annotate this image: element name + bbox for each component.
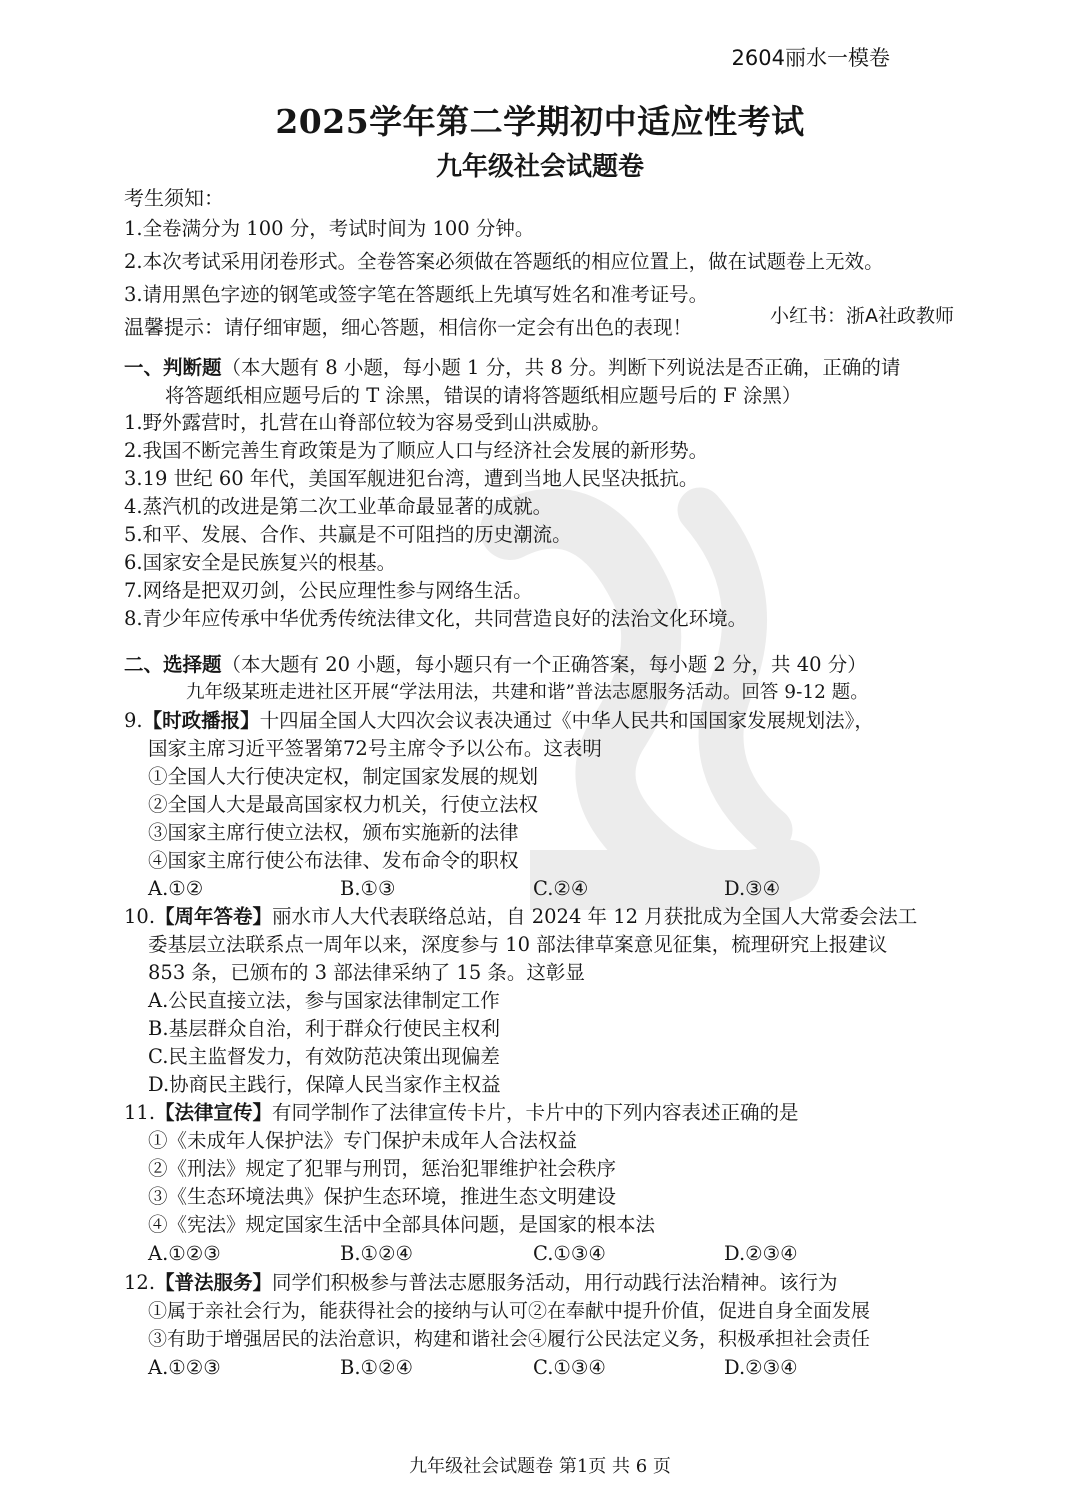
q12-stem-line — [124, 1269, 838, 1297]
q12-items-line1: ①属于亲社会行为，能获得社会的接纳与认可②在奉献中提升价值，促进自身全面发展 — [148, 1300, 871, 1322]
q11-option-a: A.①②③ — [148, 1242, 221, 1265]
q10-stem-line1 — [124, 903, 917, 931]
judge-item-1: 1.野外露营时，扎营在山脊部位较为容易受到山洪威胁。 — [124, 411, 611, 434]
q12-items-line2: ③有助于增强居民的法治意识，构建和谐社会④履行公民法定义务，积极承担社会责任 — [148, 1328, 871, 1350]
q12-number: 12. — [124, 1271, 156, 1294]
section1-heading: 一、判断题 — [124, 356, 222, 379]
q12-tag: 【普法服务】 — [155, 1271, 273, 1294]
section2-heading: 二、选择题 — [124, 653, 222, 676]
section2-intro: 九年级某班走进社区开展“学法用法，共建和谐”普法志愿服务活动。回答 9-12 题。 — [186, 682, 869, 703]
notice-item-3: 3.请用黑色字迹的钢笔或签字笔在答题纸上先填写姓名和准考证号。 — [124, 283, 709, 306]
tip-label: 温馨提示： — [124, 315, 224, 339]
page-footer: 九年级社会试题卷 第1页 共 6 页 — [409, 1456, 671, 1477]
exam-subtitle: 九年级社会试题卷 — [435, 152, 644, 182]
q12-option-b: B.①②④ — [340, 1356, 413, 1379]
q9-option-d: D.③④ — [724, 877, 781, 900]
notice-item-2: 2.本次考试采用闭卷形式。全卷答案必须做在答题纸的相应位置上，做在试题卷上无效。 — [124, 250, 884, 273]
notice-item-1: 1.全卷满分为 100 分，考试时间为 100 分钟。 — [124, 217, 535, 240]
q10-option-c: C.民主监督发力，有效防范决策出现偏差 — [148, 1045, 500, 1068]
q9-option-a: A.①② — [148, 877, 204, 900]
q10-stem-1: 丽水市人大代表联络总站，自 2024 年 12 月获批成为全国人大常委会法工 — [272, 905, 918, 928]
q11-number: 11. — [124, 1101, 156, 1124]
section1-desc-2: 将答题纸相应题号后的 T 涂黑，错误的请将答题纸相应题号后的 F 涂黑） — [165, 384, 802, 407]
q11-item-3: ③《生态环境法典》保护生态环境，推进生态文明建设 — [148, 1185, 617, 1208]
judge-item-4: 4.蒸汽机的改进是第二次工业革命最显著的成就。 — [124, 495, 553, 518]
notice-heading: 考生须知： — [124, 186, 224, 210]
q11-item-2: ②《刑法》规定了犯罪与刑罚，惩治犯罪维护社会秩序 — [148, 1157, 617, 1180]
q10-option-d: D.协商民主践行，保障人民当家作主权益 — [148, 1073, 501, 1096]
q11-item-1: ①《未成年人保护法》专门保护未成年人合法权益 — [148, 1129, 578, 1152]
exam-title: 2025学年第二学期初中适应性考试 — [275, 102, 805, 141]
q10-option-a: A.公民直接立法，参与国家法律制定工作 — [148, 989, 500, 1012]
q10-tag: 【周年答卷】 — [155, 905, 273, 928]
q9-item-2: ②全国人大是最高国家权力机关，行使立法权 — [148, 793, 539, 816]
exam-source-tag: 2604丽水一模卷 — [731, 46, 890, 70]
q9-item-1: ①全国人大行使决定权，制定国家发展的规划 — [148, 765, 539, 788]
q12-stem: 同学们积极参与普法志愿服务活动，用行动践行法治精神。该行为 — [272, 1271, 838, 1294]
q12-option-c: C.①③④ — [533, 1356, 606, 1379]
q10-number: 10. — [124, 905, 156, 928]
q11-item-4: ④《宪法》规定国家生活中全部具体问题，是国家的根本法 — [148, 1213, 656, 1236]
section2-desc: （本大题有 20 小题，每小题只有一个正确答案，每小题 2 分，共 40 分） — [221, 653, 867, 676]
tip-text: 请仔细审题，细心答题，相信你一定会有出色的表现！ — [224, 316, 693, 339]
q9-item-4: ④国家主席行使公布法律、发布命令的职权 — [148, 849, 519, 872]
q11-option-d: D.②③④ — [724, 1242, 798, 1265]
q9-stem-2: 国家主席习近平签署第72号主席令予以公布。这表明 — [148, 737, 602, 760]
tip-line — [124, 313, 692, 342]
section1-heading-line — [124, 354, 900, 382]
q9-number: 9. — [124, 709, 143, 732]
q9-item-3: ③国家主席行使立法权，颁布实施新的法律 — [148, 821, 519, 844]
q10-stem-2: 委基层立法联系点一周年以来，深度参与 10 部法律草案意见征集，梳理研究上报建议 — [148, 933, 888, 956]
q11-option-c: C.①③④ — [533, 1242, 606, 1265]
q9-stem-line1 — [124, 707, 874, 735]
q11-option-b: B.①②④ — [340, 1242, 413, 1265]
q9-option-b: B.①③ — [340, 877, 396, 900]
q11-tag: 【法律宣传】 — [155, 1101, 273, 1124]
section2-heading-line — [124, 651, 867, 679]
q9-option-c: C.②④ — [533, 877, 589, 900]
judge-item-7: 7.网络是把双刃剑，公民应理性参与网络生活。 — [124, 579, 533, 602]
judge-item-5: 5.和平、发展、合作、共赢是不可阻挡的历史潮流。 — [124, 523, 572, 546]
section1-desc-1: （本大题有 8 小题，每小题 1 分，共 8 分。判断下列说法是否正确，正确的请 — [221, 356, 901, 379]
judge-item-8: 8.青少年应传承中华优秀传统法律文化，共同营造良好的法治文化环境。 — [124, 607, 748, 630]
author-label: 小红书：浙A社政教师 — [770, 305, 954, 327]
q9-stem-1: 十四届全国人大四次会议表决通过《中华人民共和国国家发展规划法》， — [259, 709, 874, 732]
q12-option-d: D.②③④ — [724, 1356, 798, 1379]
q11-stem: 有同学制作了法律宣传卡片，卡片中的下列内容表述正确的是 — [272, 1101, 799, 1124]
judge-item-3: 3.19 世纪 60 年代，美国军舰进犯台湾，遭到当地人民坚决抵抗。 — [124, 467, 699, 490]
q12-option-a: A.①②③ — [148, 1356, 221, 1379]
judge-item-2: 2.我国不断完善生育政策是为了顺应人口与经济社会发展的新形势。 — [124, 439, 709, 462]
q9-tag: 【时政播报】 — [142, 709, 260, 732]
q10-stem-3: 853 条，已颁布的 3 部法律采纳了 15 条。这彰显 — [148, 961, 585, 984]
judge-item-6: 6.国家安全是民族复兴的根基。 — [124, 551, 397, 574]
q10-option-b: B.基层群众自治，利于群众行使民主权利 — [148, 1017, 501, 1040]
q11-stem-line — [124, 1099, 799, 1127]
